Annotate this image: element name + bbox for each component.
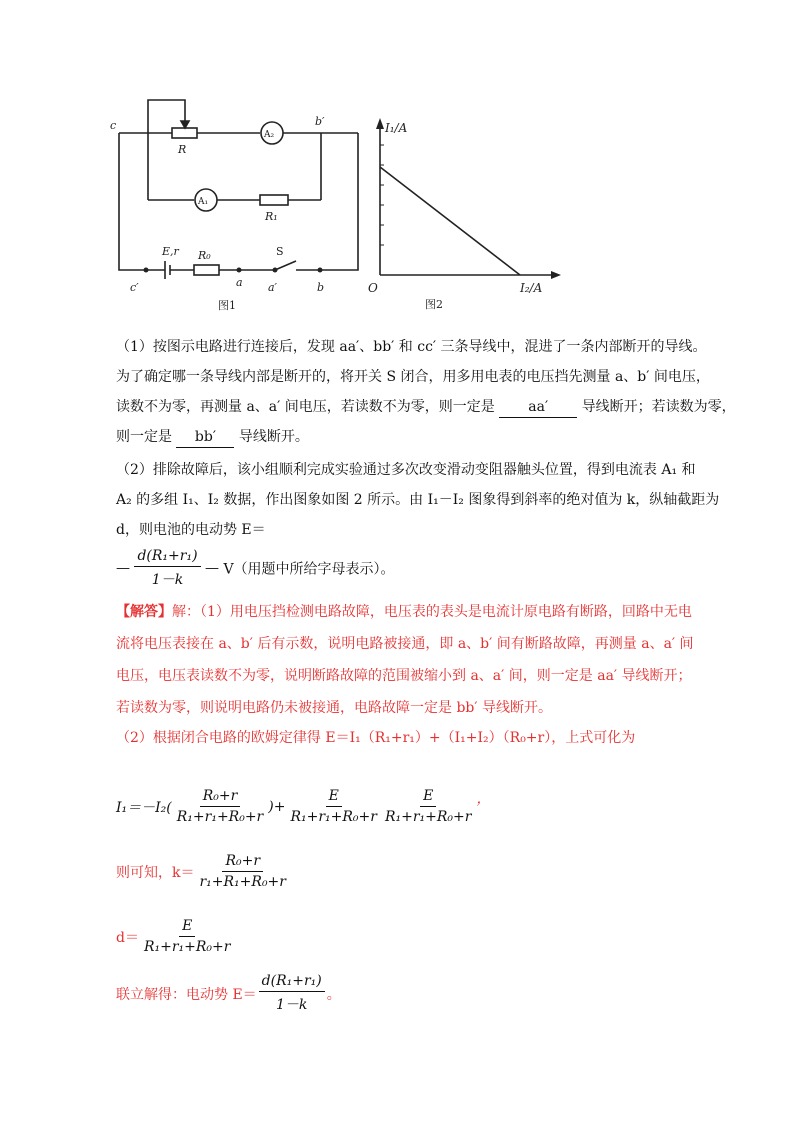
q1-line-3-text: 读数不为零，再测量 a、a′ 间电压，若读数不为零，则一定是	[116, 399, 495, 415]
label-E-r: E,r	[162, 245, 179, 258]
q2-line-1: （2）排除故障后，该小组顺利完成实验通过多次改变滑动变阻器触头位置，得到电流表 A₁ 和	[116, 462, 696, 478]
eq-lhs: I₁＝－I₂(	[116, 799, 172, 816]
label-R0: R₀	[198, 249, 211, 262]
final-num: d(R₁+r₁)	[259, 973, 325, 992]
eq-fraction-2	[287, 788, 380, 825]
eq-f2-num: E	[326, 788, 342, 807]
solution-text-1: 解：（1）用电压挡检测电路故障，电压表的表头是电流计原电路有断路，回路中无电	[172, 604, 692, 620]
final-fraction	[259, 973, 325, 1014]
label-A1: A₁	[198, 197, 209, 207]
solution-line-2: 流将电压表接在 a、b′ 后有示数，说明电路被接通，即 a、b′ 间有断路故障，再测量 a、a′ 间	[116, 636, 694, 652]
q2-line-3: d，则电池的电动势 E＝	[116, 522, 266, 538]
resistor-R	[172, 128, 197, 138]
q1-line-2: 为了确定哪一条导线内部是断开的，将开关 S 闭合，用多用电表的电压挡先测量 a、b′ 间电压，	[116, 369, 710, 385]
x-axis-label: I₂/A	[520, 281, 543, 295]
k-den: r₁+R₁+R₀+r	[199, 874, 286, 890]
final-den: 1－k	[276, 997, 308, 1013]
data-line	[380, 167, 520, 275]
k-expression	[116, 853, 289, 890]
solution-line-5: （2）根据闭合电路的欧姆定律得 E＝I₁（R₁+r₁）+（I₁+I₂）（R₀+r），上式可化为	[116, 730, 636, 746]
d-lead: d＝	[116, 929, 139, 946]
q2-unit-note: V（用题中所给字母表示）。	[223, 561, 395, 578]
final-end: 。	[326, 986, 341, 1003]
label-a: a	[236, 276, 243, 289]
eq-mid: )+	[268, 798, 286, 815]
origin-label: O	[368, 281, 378, 295]
d-fraction	[141, 918, 234, 955]
eq-end: ，	[476, 791, 491, 807]
resistor-R0	[194, 265, 219, 275]
q1-line-4-text: 则一定是	[116, 429, 172, 445]
label-a-prime: a′	[268, 281, 278, 294]
q1-line-4	[116, 427, 309, 448]
q1-line-1: （1）按图示电路进行连接后，发现 aa′、bb′ 和 cc′ 三条导线中，混进了一条内部断开的导线。	[116, 339, 707, 355]
figure-2-graph	[365, 110, 565, 310]
k-fraction	[196, 853, 289, 890]
y-axis-label: I₁/A	[385, 121, 408, 135]
label-S: S	[276, 245, 284, 258]
eq-fraction-1	[174, 788, 267, 825]
solution-tag: 【解答】	[116, 604, 172, 620]
eq-f1-num: R₀+r	[200, 788, 241, 807]
k-lead: 则可知，k＝	[116, 864, 195, 881]
q2-line-2: A₂ 的多组 I₁、I₂ 数据，作出图象如图 2 所示。由 I₁－I₂ 图象得到斜率的绝对值为 k，纵轴截距为	[116, 492, 720, 508]
d-num: E	[179, 918, 195, 937]
q1-line-4-tail: 导线断开。	[238, 429, 309, 445]
q2-answer-fraction	[134, 548, 200, 589]
solution-line-4: 若读数为零，则说明电路仍未被接通，电路故障一定是 bb′ 导线断开。	[116, 700, 553, 716]
switch-S	[275, 261, 296, 270]
figure-1-circuit	[110, 95, 370, 315]
d-den: R₁+r₁+R₀+r	[143, 939, 231, 955]
resistor-R1	[260, 195, 288, 205]
final-answer	[116, 973, 341, 1014]
eq-f3-den: R₁+r₁+R₀+r	[384, 809, 472, 825]
figure-1-caption: 图1	[218, 299, 236, 312]
q2-answer-denominator: 1－k	[151, 572, 184, 588]
eq-fraction-3	[382, 788, 475, 825]
label-c: c	[110, 119, 117, 132]
label-b-prime: b′	[315, 115, 325, 128]
q2-answer-numerator: d(R₁+r₁)	[134, 548, 200, 567]
q1-line-3	[116, 397, 736, 418]
figure-2-caption: 图2	[425, 298, 443, 310]
equation-i1	[116, 788, 490, 825]
label-R: R	[178, 143, 187, 156]
final-lead: 联立解得：电动势 E＝	[116, 986, 257, 1003]
q2-answer-row: — $\frac{\text{d(R₁+r₁)}}{1-k}$ — V（用题中所给字母表示）。	[116, 548, 395, 588]
label-b: b	[317, 281, 325, 294]
label-A2: A₂	[264, 130, 275, 140]
eq-f2-den: R₁+r₁+R₀+r	[290, 809, 377, 825]
q1-answer-2: bb′	[176, 427, 234, 448]
solution-line-3: 电压，电压表读数不为零，说明断路故障的范围被缩小到 a、a′ 间，则一定是 aa′ 导线断开；	[116, 668, 692, 684]
k-num: R₀+r	[222, 853, 263, 872]
label-c-prime: c′	[130, 281, 139, 294]
eq-f1-den: R₁+r₁+R₀+r	[176, 809, 264, 825]
eq-f3-num: E	[420, 788, 436, 807]
q1-line-3-tail: 导线断开；若读数为零，	[581, 399, 736, 415]
label-R1: R₁	[265, 210, 278, 223]
d-expression	[116, 918, 233, 955]
solution-line-1	[116, 602, 692, 622]
q1-answer-1: aa′	[499, 397, 577, 418]
